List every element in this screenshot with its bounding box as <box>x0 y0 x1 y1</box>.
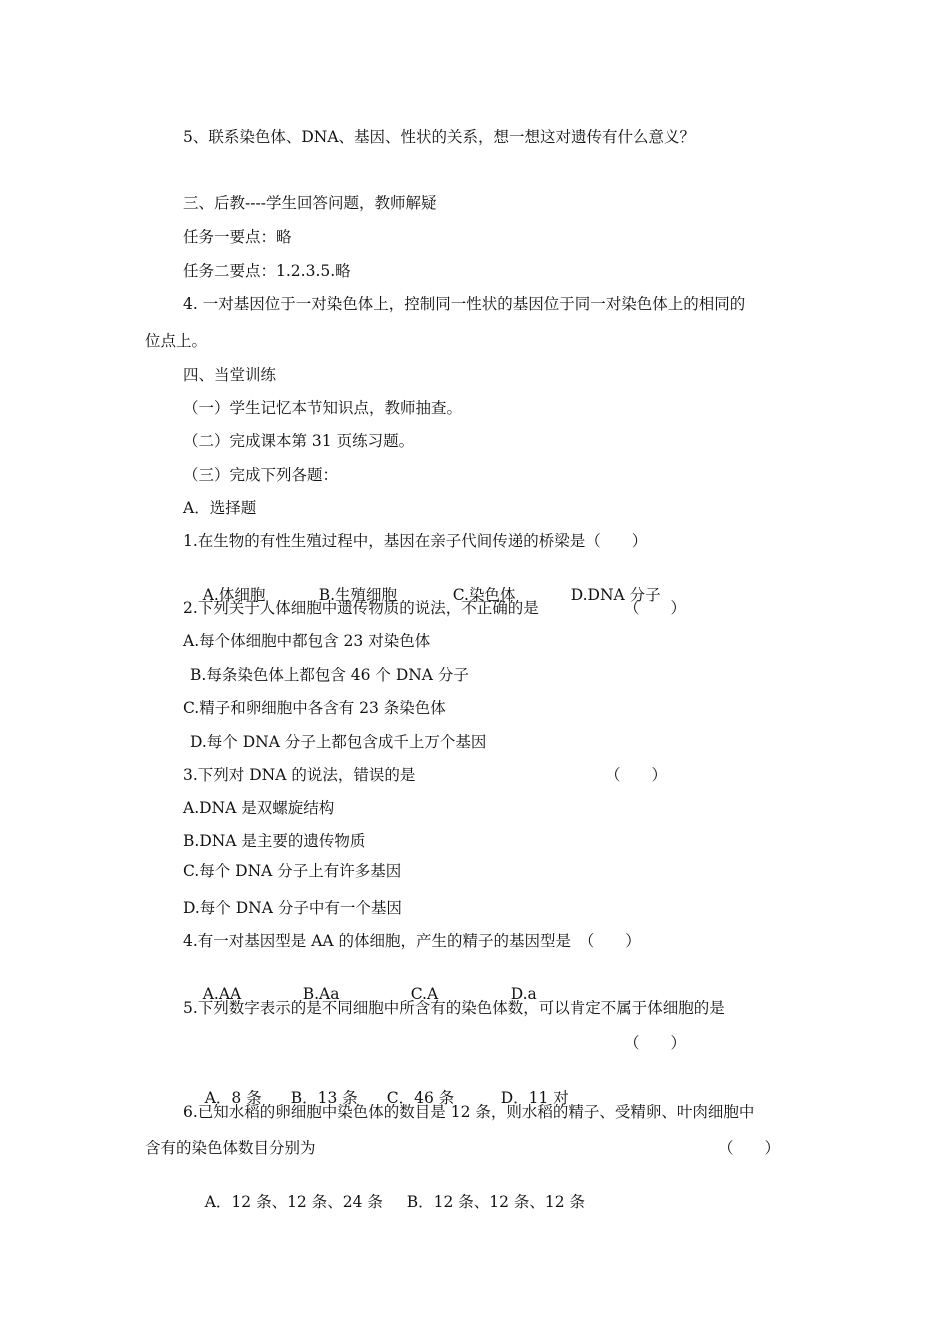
question-4-stem: 4.有一对基因型是 AA 的体细胞，产生的精子的基因型是 （ ） <box>183 932 641 950</box>
question-2-option-c: C.精子和卵细胞中各含有 23 条染色体 <box>183 699 446 717</box>
question-6-answer-bracket: （ ） <box>718 1139 781 1157</box>
option-b: B.生殖细胞 <box>318 586 398 604</box>
question-5-stem: 5.下列数字表示的是不同细胞中所含有的染色体数，可以肯定不属于体细胞的是 <box>183 999 725 1017</box>
question-6-stem-line1: 6.已知水稻的卵细胞中染色体的数目是 12 条，则水稻的精子、受精卵、叶肉细胞中 <box>183 1103 755 1121</box>
option-a: A．8 条 <box>204 1089 262 1107</box>
question-6-stem-line2: 含有的染色体数目分别为 <box>145 1139 316 1157</box>
task1-points: 任务一要点：略 <box>183 228 292 246</box>
point4-line1: 4. 一对基因位于一对染色体上，控制同一性状的基因位于同一对染色体上的相同的 <box>183 295 746 313</box>
option-d: D.a <box>510 985 537 1003</box>
section-heading-4: 四、当堂训练 <box>183 366 277 384</box>
question-2-answer-bracket: （ ） <box>624 599 687 617</box>
question-1-stem: 1.在生物的有性生殖过程中，基因在亲子代间传递的桥梁是（ ） <box>183 532 648 550</box>
section-heading-3: 三、后教----学生回答问题，教师解疑 <box>183 194 437 212</box>
option-c: C.染色体 <box>452 586 516 604</box>
question-2-stem: 2.下列关于人体细胞中遗传物质的说法，不正确的是 <box>183 599 539 617</box>
task2-points: 任务二要点：1.2.3.5.略 <box>183 262 351 280</box>
option-d: D.DNA 分子 <box>570 586 661 604</box>
option-b: B.Aa <box>302 985 340 1003</box>
subsection-1: （一）学生记忆本节知识点，教师抽查。 <box>183 399 463 417</box>
option-c: C．46 条 <box>386 1089 455 1107</box>
question-3-answer-bracket: （ ） <box>605 766 668 784</box>
question-3-option-c: C.每个 DNA 分子上有许多基因 <box>183 862 402 880</box>
relation-question: 5、联系染色体、DNA、基因、性状的关系，想一想这对遗传有什么意义？ <box>183 128 696 146</box>
option-a: A.体细胞 <box>202 586 266 604</box>
question-2-option-d: D.每个 DNA 分子上都包含成千上万个基因 <box>190 733 487 751</box>
subsection-3: （三）完成下列各题： <box>183 466 339 484</box>
option-c: C.A <box>410 985 439 1003</box>
question-3-option-b: B.DNA 是主要的遗传物质 <box>183 832 366 850</box>
question-5-answer-bracket: （ ） <box>624 1034 687 1052</box>
question-3-option-a: A.DNA 是双螺旋结构 <box>183 799 335 817</box>
question-2-option-b: B.每条染色体上都包含 46 个 DNA 分子 <box>190 666 469 684</box>
question-3-stem: 3.下列对 DNA 的说法，错误的是 <box>183 766 416 784</box>
question-3-option-d: D.每个 DNA 分子中有一个基因 <box>183 899 402 917</box>
question-6-options <box>185 1172 585 1232</box>
option-d: D．11 对 <box>500 1089 569 1107</box>
point4-line2: 位点上。 <box>145 332 208 350</box>
question-2-option-a: A.每个体细胞中都包含 23 对染色体 <box>183 632 431 650</box>
part-a-heading: A．选择题 <box>183 499 257 517</box>
subsection-2: （二）完成课本第 31 页练习题。 <box>183 432 415 450</box>
option-a: A.AA <box>202 985 242 1003</box>
option-b: B．13 条 <box>290 1089 358 1107</box>
option-a: A．12 条、12 条、24 条 <box>204 1193 383 1211</box>
option-b: B．12 条、12 条、12 条 <box>406 1193 586 1211</box>
